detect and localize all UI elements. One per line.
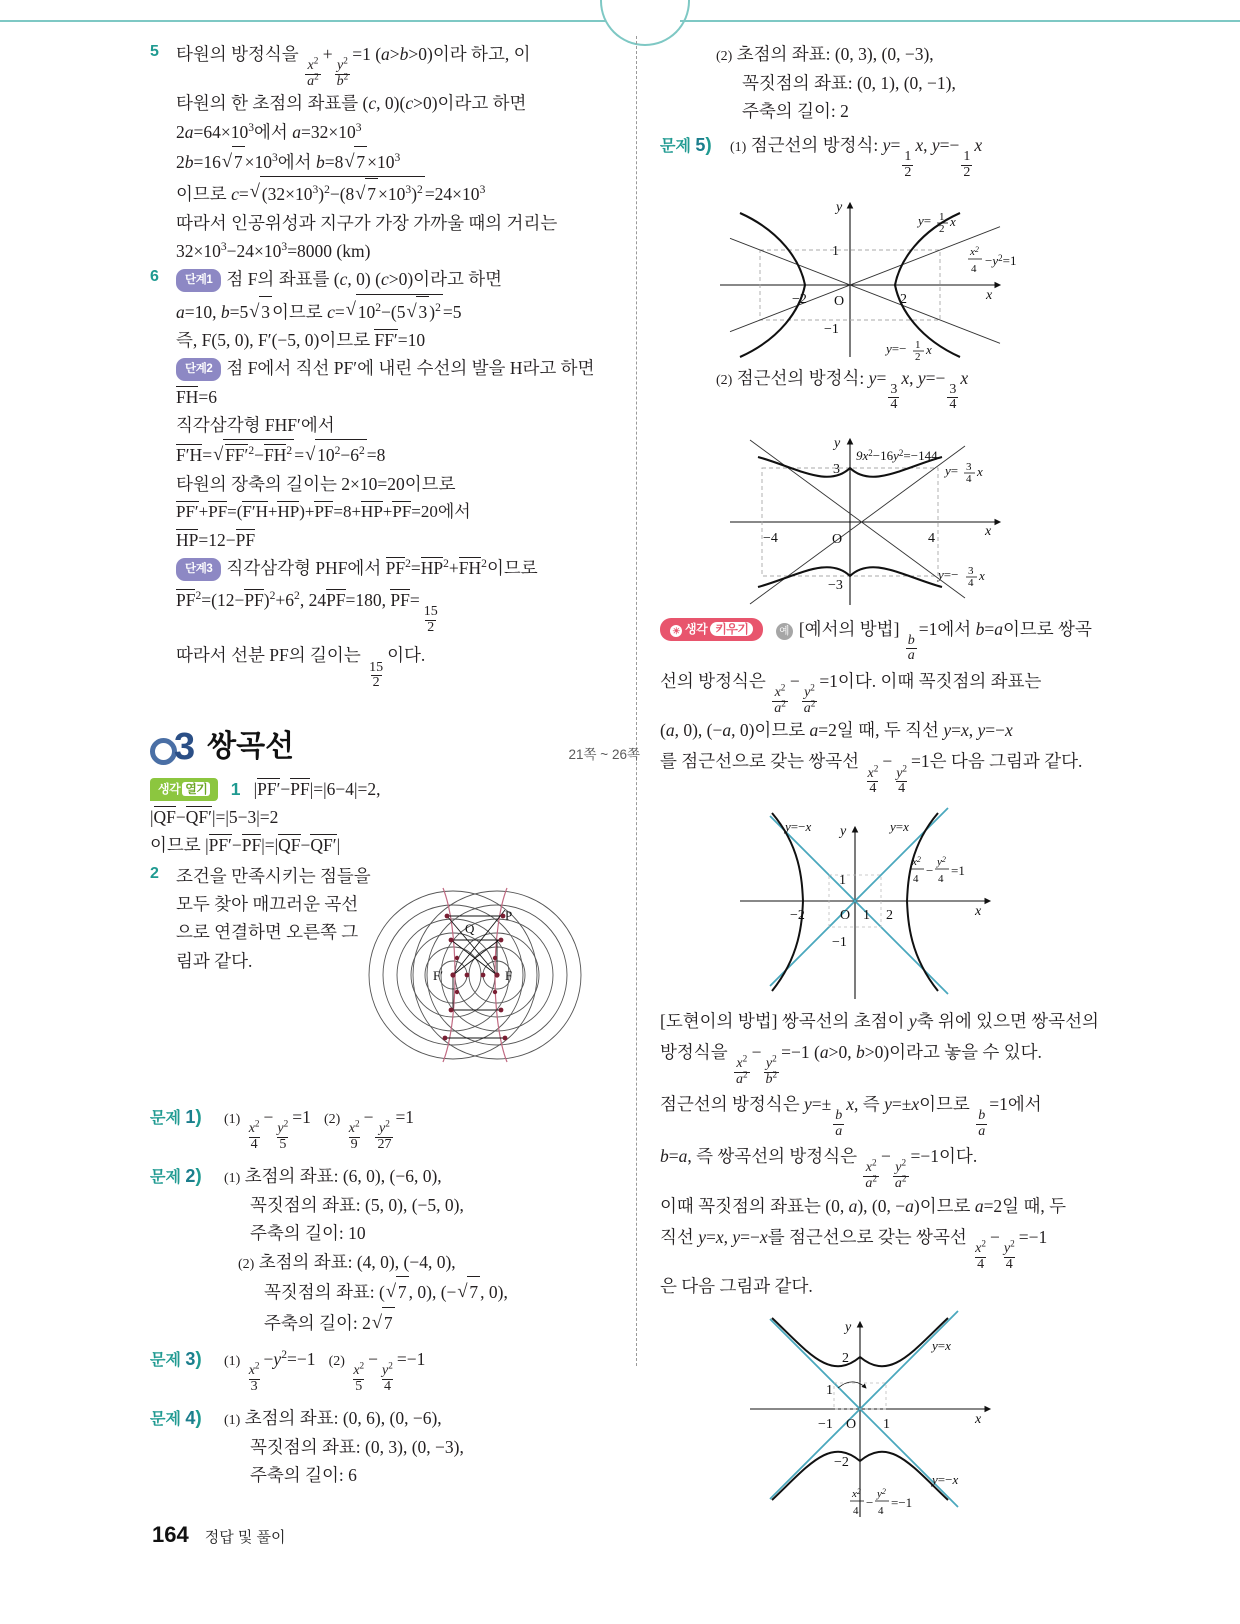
q6-line-9: PF′+PF=(F′H+HP)+PF=8+HP+PF=20에서 [176,502,471,521]
problem-4-body [224,1404,630,1489]
q5-line-2: 타원의 한 초점의 좌표를 (c, 0)(c>0)이라고 하면 [176,93,527,114]
problem-2-number: 2 [185,1166,196,1187]
section-number: 3 [174,725,196,768]
svg-text:4: 4 [966,472,972,485]
hyperbola-2-svg [700,417,1060,607]
solution-item-6 [150,265,630,690]
figure-label-Q: Q [465,921,475,936]
equation-label-2: $9x^2-16y^2=-144$ [856,447,938,463]
dohyun-line-4: b=a, 즉 쌍곡선의 방정식은 $\frac{x^2}{a^2}$ − $\frac{y^2}{a^2}$ =−1이다. [660,1146,978,1191]
q5-line-4: 2b=16 √ $7 \times 10^3$에서 b=8 √ $7 \times 10^3$ [176,146,630,176]
tick-y-3: 3 [833,461,840,477]
q6-line-1: 단계1 점 F의 좌표를 (c, 0) (c>0)이라고 하면 [176,265,630,293]
solution-body-5 [176,40,630,265]
svg-text:1: 1 [915,338,921,351]
problem-3-body: (1) $\frac{x^2}{3}$ $-y^2=-1$ (2) $\frac{x^2}{5}$ − $\frac{y^2}{4}$ =−1 [224,1348,426,1394]
think-grow-block [660,615,1100,797]
section-ring-icon [150,738,177,765]
svg-text:−: − [926,862,934,878]
dohyun-line-5: 이때 꼭짓점의 좌표는 (0, a), (0, −a)이므로 a=2일 때, 두 [660,1195,1067,1216]
page-footer [152,1522,286,1548]
solution-body-6 [176,265,630,690]
svg-text:=1: =1 [951,862,965,878]
problem-4-word: 문제 [150,1411,181,1429]
dohyun-line-7: 은 다음 그림과 같다. [660,1276,813,1297]
step-chip-2: 단계2 [176,358,221,381]
svg-text:x: x [977,463,983,479]
tick3-y-neg1: −1 [832,934,847,950]
q6-line-11: 단계3 직각삼각형 PHF에서 $PF^2=HP^2+FH^2$이므로 [176,554,630,582]
svg-text:3: 3 [966,460,972,473]
asymptote-label-neg: y=− [886,340,907,356]
section-heading [150,721,640,775]
q6-line-7: F′H= √ $FF'^2-FH^2$ = √ $10^2-6^2 =8$ [176,439,630,469]
q6-line-8: 타원의 장축의 길이는 2×10=20이므로 [176,473,456,494]
problem-3-label: 문제 3) [150,1348,202,1370]
hyperbola-1-svg [700,185,1060,360]
svg-text:4: 4 [878,1505,884,1518]
hyperbola-4-svg [700,1304,1060,1519]
origin-label-2: O [832,531,843,547]
svg-text:x: x [950,213,956,229]
problem-5 [660,131,1100,180]
think-grow-chip [660,618,763,641]
svg-text:3: 3 [968,564,974,577]
chart-hyperbola-4 [660,1304,1100,1519]
svg-text:y2: $y^2$ [937,854,946,868]
think-open-chip-word2: 열기 [182,782,210,796]
think-open-item-1: 생각 열기 1 |PF′−PF|=|6−4|=2, [150,775,630,803]
dohyun-line-6: 직선 y=x, y=−x를 점근선으로 갖는 쌍곡선 $\frac{x^2}{4}$ − $\frac{y^2}{4}$ =−1 [660,1226,1048,1272]
r-q4-2-l3: 주축의 길이: 2 [742,101,849,122]
svg-text:x: x [926,341,932,357]
axis-label-y-2: y [834,435,841,451]
svg-text:4: 4 [971,262,977,275]
q6-line-10: HP=12−PF [176,529,256,550]
axis-label-y: y [836,199,843,215]
tick3-x-1: 1 [863,907,870,923]
left-column [150,40,640,1489]
p2-2-l1: (2) 초점의 좌표: (4, 0), (−4, 0), [238,1251,456,1272]
page-number: 164 [152,1522,189,1547]
origin-label-4: O [846,1417,857,1433]
axis-label-y-4: y [845,1320,852,1336]
problem-1-number: 1 [185,1107,196,1127]
think-open-item-1-line2: |QF−QF′|=|5−3|=2 [150,806,279,827]
q5-line-1: 타원의 방정식을 $\frac{x^2}{a^2}$ + $\frac{y^2}{b^2}$ =1 (a>b>0)이라 하고, 이 [176,44,531,89]
problem-answers [150,1103,630,1489]
figure-label-Fprime: F′ [433,968,444,983]
p2-1-l1: (1) 초점의 좌표: (6, 0), (−6, 0), [224,1166,442,1187]
solution-number-5: 5 [150,43,159,60]
asymptote-label-pos-2: y= [945,462,959,478]
problem-1 [150,1103,630,1152]
example-badge: 예 [776,623,793,640]
origin-label: O [834,293,845,309]
problem-2 [150,1162,630,1337]
equation-label-3 [910,855,965,885]
think-open-chip [150,778,218,801]
p2-2-l2: 꼭짓점의 좌표: ( √ 7 , 0), (− √ 7 , 0), [224,1276,630,1306]
tick-x-neg2: −2 [792,291,807,307]
solution-number-6: 6 [150,268,159,286]
origin-label-3: O [840,907,851,923]
section-page-range: 21쪽 ~ 26쪽 [568,746,640,762]
problem-3-word: 문제 [150,1351,181,1369]
axis-label-y-3: y [840,823,847,839]
think-grow-word2: 키우기 [710,622,753,636]
q6-line-3: 즉, F(5, 0), F′(−5, 0)이므로 FF′=10 [176,329,426,350]
t2-l1: 조건을 만족시키는 점들을 [176,865,371,886]
r-q4-2-l1: (2) 초점의 좌표: (0, 3), (0, −3), [716,44,934,64]
think-grow-line-3: (a, 0), (−a, 0)이므로 a=2일 때, 두 직선 y=x, y=−x [660,720,1013,741]
axis-label-x: x [986,287,993,303]
tick-x-2: 2 [900,291,907,307]
tick3-y-1: 1 [839,872,846,888]
r-q4-2-l2: 꼭짓점의 좌표: (0, 1), (0, −1), [742,72,956,93]
column-divider [636,36,637,1366]
q6-line-4: 단계2 점 F에서 직선 PF′에 내린 수선의 발을 H라고 하면 [176,354,630,382]
svg-text:4: 4 [913,872,919,885]
asymptote-label-pos-4: y=x [932,1338,951,1354]
problem-5-word: 문제 [660,138,691,156]
tick-y-neg1: −1 [824,321,839,337]
problem-1-word: 문제 [150,1110,181,1127]
svg-text:−y2=1: $-y^2=1$ [985,252,1017,268]
p2-1-l3: 주축의 길이: 10 [250,1223,366,1244]
svg-text:x2: $x^2$ [912,854,921,868]
problem-1-label: 문제 1) [150,1107,202,1128]
q6-line-13: 따라서 선분 PF의 길이는 $\frac{15}{2}$ 이다. [176,645,426,691]
problem-1-body: (1) $\frac{x^2}{4}$ − $\frac{y^2}{5}$ =1 (2) $\frac{x^2}{9}$ − $\frac{y^2}{27}$ =1 [224,1107,415,1152]
tick4-x-neg1: −1 [818,1417,833,1433]
hyperbola-3-svg [700,801,1060,1001]
problem-3-number: 3 [185,1348,196,1369]
dohyun-line-3: 점근선의 방정식은 y=± $\frac{b}{a}$ x, 즉 y=±x이므로 $\frac{b}{a}$ =1에서 [660,1094,1042,1139]
p2-1-l2: 꼭짓점의 좌표: (5, 0), (−5, 0), [250,1194,464,1215]
svg-text:x2: $x^2$ [970,244,979,258]
dohyun-line-2: 방정식을 $\frac{x^2}{a^2}$ − $\frac{y^2}{b^2}$ =−1 (a>0, b>0)이라고 놓을 수 있다. [660,1041,1042,1087]
q6-line-12: $PF^2=(12-PF)^2+6^2$, 24PF=180, PF= $\frac{15}{2}$ [176,590,438,635]
asymptote-label-pos: y= [918,212,932,228]
asymptote-label-neg-3: y=−x [785,818,812,834]
axis-label-x-3: x [975,903,982,919]
step-chip-3: 단계3 [176,558,221,581]
problem-3 [150,1345,630,1394]
think-grow-line-2: 선의 방정식은 $\frac{x^2}{a^2}$ − $\frac{y^2}{a^2}$ =1이다. 이때 꼭짓점의 좌표는 [660,670,1042,716]
q6-line-5: FH=6 [176,386,217,407]
problem-4-label: 문제 4) [150,1408,202,1430]
svg-text:4: 4 [853,1505,859,1518]
q5-line-3: $2a=64\times 10^3$에서 $a=32\times 10^3$ [176,121,362,142]
q6-line-6: 직각삼각형 FHF′에서 [176,414,335,435]
axis-label-x-4: x [975,1412,982,1428]
p2-2-l3: 주축의 길이: 2 √ 7 [224,1307,630,1337]
section-title: 쌍곡선 [207,729,295,763]
chart-hyperbola-3 [660,801,1100,1001]
p4-1-l1: (1) 초점의 좌표: (0, 6), (0, −6), [224,1408,442,1429]
footer-label: 정답 및 풀이 [204,1529,286,1546]
q4-part2 [660,40,1100,125]
t2-l4: 림과 같다. [176,950,253,971]
svg-text:x: x [979,567,985,583]
problem-5-part1: (1) 점근선의 방정식: y= $\frac{1}{2}$ x, y=− $\frac{1}{2}$ x [730,135,983,180]
think-grow-word1: 생각 [685,621,708,636]
t2-l3: 으로 연결하면 오른쪽 그 [176,922,359,943]
tick-x-neg4: −4 [763,530,778,546]
problem-2-body [224,1162,630,1337]
asymptote-label-pos-3: y=x [890,818,909,834]
think-open-num-2: 2 [150,864,159,882]
t2-l2: 모두 찾아 매끄러운 곡선 [176,893,359,914]
q6-line-2: a=10, b=5 √ 3 이므로 c= √ $10^2-(5$ √ 3 )$^2$ =5 [176,294,630,326]
svg-text:2: 2 [939,222,945,235]
equation-label-4 [850,1487,912,1517]
solution-item-5 [150,40,630,265]
p4-1-l3: 주축의 길이: 6 [250,1465,357,1486]
step-chip-1: 단계1 [176,269,221,292]
tick-y-neg3: −3 [828,577,843,593]
asymptote-label-neg-2: y=− [938,566,959,582]
tick4-y-neg2: −2 [834,1455,849,1471]
think-open-chip-word1: 생각 [158,781,181,796]
svg-text:x2: $x^2$ [852,1487,861,1501]
problem-2-label: 문제 2) [150,1166,202,1188]
q5-line-7: $32\times 10^3-24\times 10^3=8000$ (km) [176,240,371,261]
tick4-y-1: 1 [826,1383,833,1399]
figure-label-P: P [505,908,513,923]
figure-label-F: F [505,968,513,983]
think-grow-line-4: 를 점근선으로 갖는 쌍곡선 $\frac{x^2}{4}$ − $\frac{y^2}{4}$ =1은 다음 그림과 같다. [660,751,1083,797]
concentric-circles-figure [355,880,595,1075]
svg-text:y2: $y^2$ [877,1487,886,1501]
problem-5-number: 5 [695,135,706,156]
q5-line-6: 따라서 인공위성과 지구가 가장 가까울 때의 거리는 [176,212,558,233]
header-rule-left [0,20,620,22]
dohyun-line-1: [도현이의 방법] 쌍곡선의 초점이 y축 위에 있으면 쌍곡선의 [660,1010,1099,1031]
svg-text:1: 1 [939,210,945,223]
concentric-circles-svg [355,880,595,1070]
equation-label-1 [968,245,1016,275]
svg-text:4: 4 [938,872,944,885]
problem-4-number: 4 [185,1408,196,1429]
tick-y-1: 1 [832,243,839,259]
chart-hyperbola-2 [660,417,1100,607]
svg-text:2: 2 [915,350,921,360]
think-open-num-1: 1 [230,778,241,799]
think-open-item-1-line3: 이므로 |PF′−PF|=|QF−QF′| [150,835,341,856]
problem-4 [150,1404,630,1489]
problem-5-part2: (2) 점근선의 방정식: y= $\frac{3}{4}$ x, y=− $\frac{3}{4}$ x [716,367,969,413]
problem-2-word: 문제 [150,1169,181,1187]
q5-line-5: 이므로 c= √ $(32\times 10^3)^2-(8$ √ $7 \times 10^3)^2 =24\times 10^3$ [176,176,630,208]
tick4-y-2: 2 [842,1351,849,1367]
tick3-x-neg2: −2 [790,907,805,923]
p4-1-l2: 꼭짓점의 좌표: (0, 3), (0, −3), [250,1436,464,1457]
problem-5-label: 문제 5) [660,135,712,157]
think-grow-line-1: ☀ 생각 키우기 예 [예서의 방법] $\frac{b}{a}$ =1에서 b=a이므로 쌍곡 [660,615,1100,664]
svg-text:=−1: =−1 [891,1495,913,1511]
chart-hyperbola-1 [660,185,1100,360]
tick3-x-2: 2 [886,907,893,923]
tick4-x-1: 1 [883,1417,890,1433]
header-rule-right [680,20,1240,22]
right-column [660,40,1100,1523]
svg-text:4: 4 [968,576,974,589]
svg-text:−: − [866,1495,874,1511]
axis-label-x-2: x [985,523,992,539]
asymptote-label-neg-4: y=−x [932,1472,959,1488]
tick-x-4: 4 [928,530,935,546]
dohyun-block [660,1007,1100,1301]
bulb-icon: ☀ [670,625,682,637]
